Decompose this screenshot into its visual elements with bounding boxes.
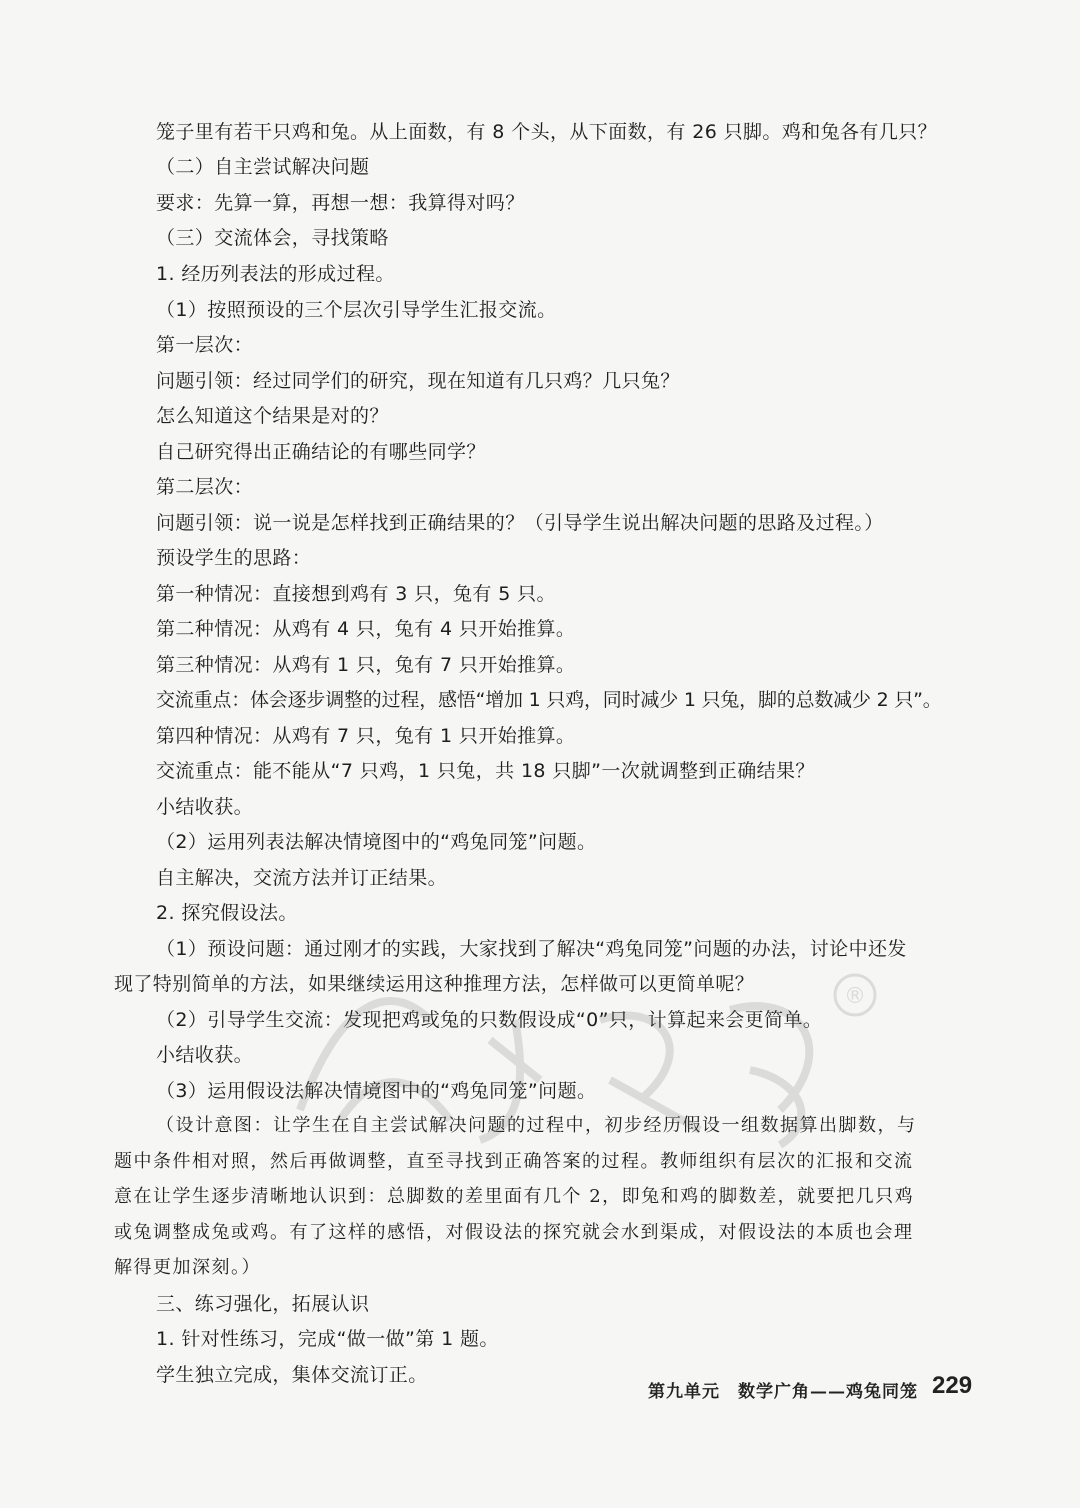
text-line: 自己研究得出正确结论的有哪些同学？	[156, 441, 486, 463]
text-line: 1. 针对性练习，完成“做一做”第 1 题。	[156, 1328, 499, 1350]
text-line: 第一层次：	[156, 334, 254, 356]
section-heading: （二）自主尝试解决问题	[156, 156, 370, 178]
text-line: 自主解决，交流方法并订正结果。	[156, 867, 448, 889]
text-line: 怎么知道这个结果是对的？	[156, 405, 389, 427]
text-line: 交流重点：体会逐步调整的过程，感悟“增加 1 只鸡，同时减少 1 只兔，脚的总数减少 2 只”。	[156, 689, 942, 711]
design-note-line: 题中条件相对照，然后再做调整，直至寻找到正确答案的过程。教师组织有层次的汇报和交流	[114, 1151, 914, 1172]
design-note-line: （设计意图：让学生在自主尝试解决问题的过程中，初步经历假设一组数据算出脚数，与	[156, 1115, 917, 1136]
design-note-line: 解得更加深刻。）	[114, 1257, 261, 1278]
text-line: 第二层次：	[156, 476, 254, 498]
chapter-footer: 第九单元 数学广角——鸡兔同笼	[648, 1382, 918, 1402]
section-heading: 三、练习强化，拓展认识	[156, 1293, 370, 1315]
page-number: 229	[932, 1372, 973, 1399]
text-line: 交流重点：能不能从“7 只鸡，1 只兔，共 18 只脚”一次就调整到正确结果？	[156, 760, 815, 782]
text-line: 第三种情况：从鸡有 1 只，兔有 7 只开始推算。	[156, 654, 576, 676]
text-line: 问题引领：经过同学们的研究，现在知道有几只鸡？几只兔？	[156, 370, 680, 392]
text-line: 预设学生的思路：	[156, 547, 312, 569]
text-line: 第一种情况：直接想到鸡有 3 只，兔有 5 只。	[156, 583, 556, 605]
text-line: （2）运用列表法解决情境图中的“鸡兔同笼”问题。	[156, 831, 597, 853]
text-line: 小结收获。	[156, 1044, 254, 1066]
text-line: 第四种情况：从鸡有 7 只，兔有 1 只开始推算。	[156, 725, 576, 747]
text-line: （1）按照预设的三个层次引导学生汇报交流。	[156, 299, 557, 321]
text-line: （3）运用假设法解决情境图中的“鸡兔同笼”问题。	[156, 1080, 597, 1102]
text-line: （2）引导学生交流：发现把鸡或兔的只数假设成“0”只，计算起来会更简单。	[156, 1009, 823, 1031]
text-line: 要求：先算一算，再想一想：我算得对吗？	[156, 192, 525, 214]
text-line: 1. 经历列表法的形成过程。	[156, 263, 395, 285]
text-line: 2. 探究假设法。	[156, 902, 298, 924]
text-line: 学生独立完成，集体交流订正。	[156, 1364, 428, 1386]
text-line: 现了特别简单的方法，如果继续运用这种推理方法，怎样做可以更简单呢？	[114, 973, 755, 995]
design-note-line: 意在让学生逐步清晰地认识到：总脚数的差里面有几个 2，即兔和鸡的脚数差，就要把几只鸡	[114, 1186, 915, 1207]
text-line: 第二种情况：从鸡有 4 只，兔有 4 只开始推算。	[156, 618, 576, 640]
design-note-line: 或兔调整成兔或鸡。有了这样的感悟，对假设法的探究就会水到渠成，对假设法的本质也会理	[114, 1222, 914, 1243]
text-line: （1）预设问题：通过刚才的实践，大家找到了解决“鸡兔同笼”问题的办法，讨论中还发	[156, 938, 907, 960]
text-line: 笼子里有若干只鸡和兔。从上面数，有 8 个头，从下面数，有 26 只脚。鸡和兔各有几只？	[156, 121, 938, 143]
section-heading: （三）交流体会，寻找策略	[156, 227, 389, 249]
svg-text:®: ®	[844, 984, 866, 1009]
text-line: 小结收获。	[156, 796, 254, 818]
text-line: 问题引领：说一说是怎样找到正确结果的？（引导学生说出解决问题的思路及过程。）	[156, 512, 884, 534]
